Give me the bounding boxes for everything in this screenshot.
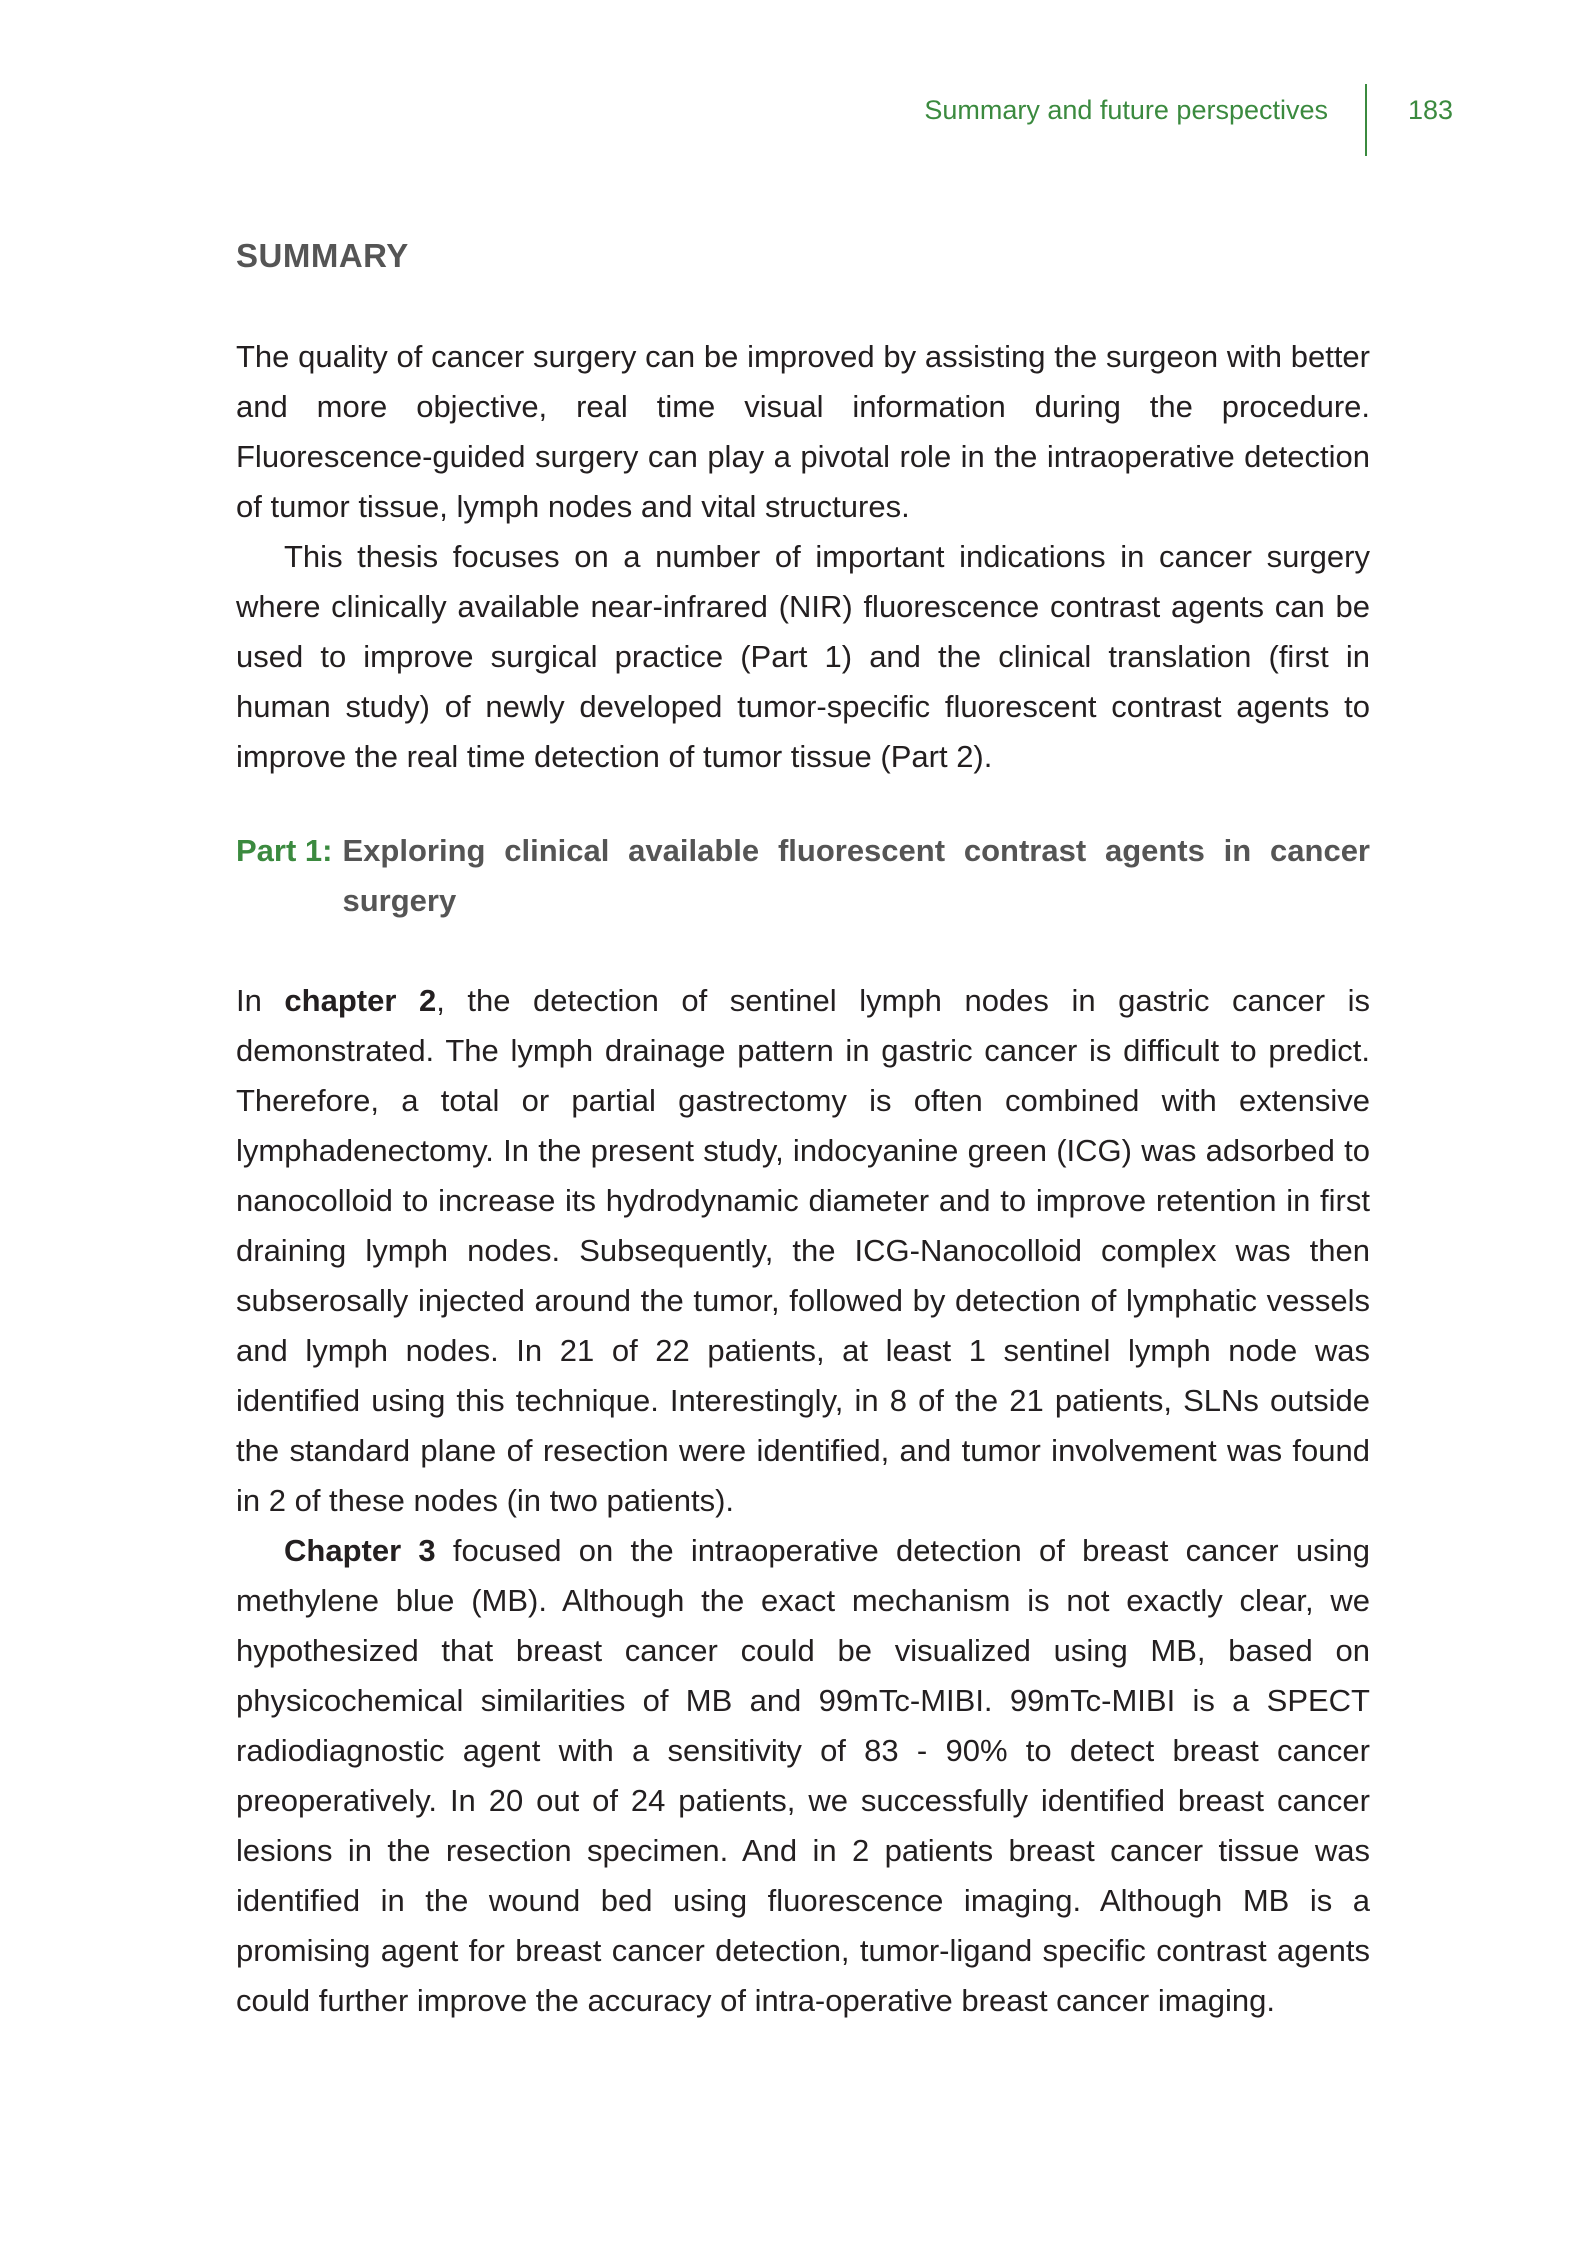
part-label: Part 1: bbox=[236, 833, 333, 868]
part-heading bbox=[236, 826, 1370, 926]
header-divider bbox=[1365, 84, 1367, 156]
chapter-2-text: , the detection of sentinel lymph nodes in gastric cancer is demonstrated. The lymph drainage pattern in gastric cancer is difficult to predict. Therefore, a total or partial gastrectomy is often combined with extensive lymphadenectomy. In the present study, indocyanine green (ICG) was adsorbed to nanocolloid to increase its hydrodynamic diameter and to improve retention in first draining lymph nodes. Subsequently, the ICG-Nanocolloid complex was then subserosally injected around the tumor, followed by detection of lymphatic vessels and lymph nodes. In 21 of 22 patients, at least 1 sentinel lymph node was identified using this technique. Interestingly, in 8 of the 21 patients, SLNs outside the standard plane of resection were identified, and tumor involvement was found in 2 of these nodes (in two patients). bbox=[236, 983, 1371, 1518]
chapter-3-text: focused on the intraoperative detection of breast cancer using methylene blue (MB). Although the exact mechanism is not exactly clear, we hypothesized that breast cancer could be visualized using MB, based on physicochemical similarities of MB and 99mTc-MIBI. 99mTc-MIBI is a SPECT radiodiagnostic agent with a sensitivity of 83 - 90% to detect breast cancer preoperatively. In 20 out of 24 patients, we successfully identified breast cancer lesions in the resection specimen. And in 2 patients breast cancer tissue was identified in the wound bed using fluorescence imaging. Although MB is a promising agent for breast cancer detection, tumor-ligand specific contrast agents could further improve the accuracy of intra-operative breast cancer imaging. bbox=[236, 1533, 1370, 2018]
paragraph-intro: The quality of cancer surgery can be improved by assisting the surgeon with better and more objective, real time visual information during the procedure. Fluorescence-guided surgery can play a pivotal role in the intraoperative detection of tumor tissue, lymph nodes and vital structures. bbox=[236, 339, 1370, 524]
paragraph-chapter-3 bbox=[236, 1526, 1370, 2026]
chapter-2-reference: chapter 2 bbox=[284, 983, 437, 1018]
running-title: Summary and future perspectives bbox=[924, 95, 1328, 125]
part-title: Exploring clinical available fluorescent contrast agents in cancer surgery bbox=[342, 833, 1370, 918]
paragraph-chapter-2 bbox=[236, 976, 1370, 1526]
page-number: 183 bbox=[1408, 95, 1454, 125]
chapter-3-reference: Chapter 3 bbox=[284, 1533, 436, 1568]
paragraph-thesis: This thesis focuses on a number of important indications in cancer surgery where clinically available near-infrared (NIR) fluorescence contrast agents can be used to improve surgical practice (Part 1) and the clinical translation (first in human study) of newly developed tumor-specific fluorescent contrast agents to improve the real time detection of tumor tissue (Part 2). bbox=[236, 539, 1370, 774]
chapter-2-lead: In bbox=[236, 983, 285, 1018]
main-content bbox=[236, 234, 1370, 2026]
section-heading-summary: SUMMARY bbox=[236, 237, 409, 274]
page-header bbox=[0, 92, 1593, 172]
